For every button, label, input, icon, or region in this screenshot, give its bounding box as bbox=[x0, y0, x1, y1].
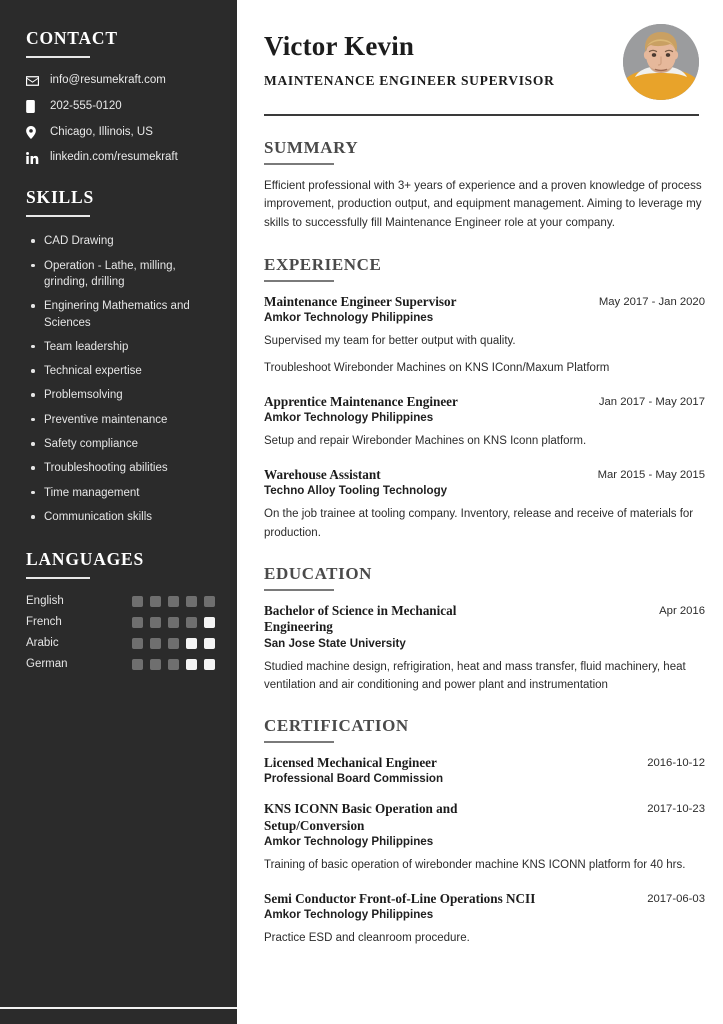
entry-organization: Amkor Technology Philippines bbox=[264, 908, 434, 922]
entry-organization: Professional Board Commission bbox=[264, 772, 444, 786]
entry-date: Mar 2015 - May 2015 bbox=[597, 468, 705, 481]
level-square-filled bbox=[150, 659, 161, 670]
job-title: MAINTENANCE ENGINEER SUPERVISOR bbox=[264, 72, 555, 88]
level-square-empty bbox=[204, 659, 215, 670]
skills-heading-rule bbox=[26, 215, 90, 217]
entry-date: 2016-10-12 bbox=[647, 756, 705, 769]
skills-heading: SKILLS bbox=[26, 187, 95, 208]
level-square-filled bbox=[150, 596, 161, 607]
entry-title: Warehouse Assistant bbox=[264, 466, 381, 482]
entry-title: Licensed Mechanical Engineer bbox=[264, 754, 437, 770]
level-square-filled bbox=[132, 659, 143, 670]
entry-description: Training of basic operation of wirebonder machine KNS ICONN platform for 40 hrs. bbox=[264, 859, 686, 872]
certification-heading: CERTIFICATION bbox=[264, 716, 409, 736]
entry-header bbox=[264, 467, 705, 484]
contact-linkedin-text: linkedin.com/resumekraft bbox=[50, 151, 178, 164]
entry-title: Apprentice Maintenance Engineer bbox=[264, 393, 458, 409]
experience-heading-rule bbox=[264, 280, 334, 282]
language-row bbox=[26, 637, 215, 649]
entry-date: 2017-10-23 bbox=[647, 803, 705, 816]
level-square-filled bbox=[168, 659, 179, 670]
contact-phone-text: 202-555-0120 bbox=[50, 99, 122, 112]
entry-title: Bachelor of Science in Mechanical Engineering bbox=[264, 602, 457, 635]
certification-entry bbox=[264, 755, 705, 786]
linkedin-icon bbox=[26, 152, 43, 164]
skill-item: Communication skills bbox=[26, 509, 215, 525]
level-square-empty bbox=[204, 617, 215, 628]
skill-item: Safety compliance bbox=[26, 436, 215, 452]
level-square-filled bbox=[132, 596, 143, 607]
skill-item: Problemsolving bbox=[26, 387, 215, 403]
entry-date: 2017-06-03 bbox=[647, 892, 705, 905]
entry-description: Setup and repair Wirebonder Machines on KNS Iconn platform. bbox=[264, 435, 587, 448]
entry-description: Supervised my team for better output with quality. bbox=[264, 335, 516, 348]
education-entry bbox=[264, 603, 705, 695]
entry-organization: Amkor Technology Philippines bbox=[264, 835, 434, 849]
level-square-filled bbox=[186, 596, 197, 607]
level-square-filled bbox=[168, 596, 179, 607]
skill-item: Troubleshooting abilities bbox=[26, 460, 215, 476]
level-square-filled bbox=[168, 617, 179, 628]
education-heading: EDUCATION bbox=[264, 563, 373, 583]
education-section bbox=[264, 564, 705, 694]
language-name: German bbox=[26, 658, 68, 671]
level-square-filled bbox=[204, 596, 215, 607]
skill-item: Time management bbox=[26, 485, 215, 501]
level-square-filled bbox=[132, 638, 143, 649]
resume-header bbox=[264, 22, 705, 100]
summary-heading: SUMMARY bbox=[264, 138, 359, 157]
contact-item-linkedin[interactable] bbox=[26, 151, 215, 165]
certification-section bbox=[264, 716, 705, 947]
mobile-phone-icon bbox=[26, 100, 43, 113]
skill-item: CAD Drawing bbox=[26, 233, 215, 249]
contact-location-text: Chicago, Illinois, US bbox=[50, 125, 153, 138]
certification-entry bbox=[264, 891, 705, 948]
entry-header bbox=[264, 801, 705, 834]
language-level-meter bbox=[132, 659, 215, 670]
languages-heading: LANGUAGES bbox=[26, 549, 145, 570]
experience-section bbox=[264, 255, 705, 542]
entry-description: On the job trainee at tooling company. Inventory, release and receive of materials for production. bbox=[264, 508, 694, 539]
language-row bbox=[26, 595, 215, 607]
entry-description: Studied machine design, refrigiration, heat and mass transfer, fluid machinery, heat ventilation and air conditioning and power plant and instrumentation bbox=[264, 660, 686, 691]
level-square-empty bbox=[186, 638, 197, 649]
entry-header bbox=[264, 603, 705, 636]
main-content bbox=[237, 0, 723, 1024]
level-square-filled bbox=[150, 617, 161, 628]
entry-description: Troubleshoot Wirebonder Machines on KNS IConn/Maxum Platform bbox=[264, 362, 610, 375]
contact-item-phone[interactable] bbox=[26, 100, 215, 114]
summary-heading-rule bbox=[264, 163, 334, 165]
level-square-filled bbox=[150, 638, 161, 649]
skill-item: Enginering Mathematics and Sciences bbox=[26, 298, 215, 331]
contact-item-location[interactable] bbox=[26, 126, 215, 140]
language-level-meter bbox=[132, 617, 215, 628]
page-break-line bbox=[0, 1007, 237, 1009]
sidebar bbox=[0, 0, 237, 1024]
location-pin-icon bbox=[26, 126, 43, 139]
skill-item: Technical expertise bbox=[26, 363, 215, 379]
entry-header bbox=[264, 891, 705, 908]
entry-header bbox=[264, 294, 705, 311]
language-name: French bbox=[26, 616, 62, 629]
entry-organization: Amkor Technology Philippines bbox=[264, 411, 434, 425]
entry-date: Jan 2017 - May 2017 bbox=[598, 395, 705, 408]
level-square-filled bbox=[132, 617, 143, 628]
contact-heading: CONTACT bbox=[26, 28, 118, 48]
languages-list bbox=[26, 595, 215, 670]
experience-entry bbox=[264, 467, 705, 542]
language-row bbox=[26, 616, 215, 628]
experience-entry bbox=[264, 394, 705, 451]
languages-heading-rule bbox=[26, 577, 90, 579]
languages-section bbox=[26, 549, 215, 670]
entry-description: Practice ESD and cleanroom procedure. bbox=[264, 932, 470, 945]
experience-heading: EXPERIENCE bbox=[264, 254, 382, 274]
language-name: Arabic bbox=[26, 637, 59, 650]
skill-item: Operation - Lathe, milling, grinding, drilling bbox=[26, 258, 215, 291]
language-row bbox=[26, 658, 215, 670]
language-level-meter bbox=[132, 596, 215, 607]
entry-organization: Amkor Technology Philippines bbox=[264, 311, 434, 325]
skills-list bbox=[26, 233, 215, 525]
contact-heading-rule bbox=[26, 56, 90, 58]
contact-list bbox=[26, 74, 215, 165]
contact-item-email[interactable] bbox=[26, 74, 215, 88]
entry-title: Maintenance Engineer Supervisor bbox=[264, 293, 457, 309]
entry-date: May 2017 - Jan 2020 bbox=[598, 295, 705, 308]
avatar bbox=[623, 24, 699, 100]
envelope-icon bbox=[26, 76, 43, 86]
level-square-empty bbox=[186, 659, 197, 670]
header-divider bbox=[264, 114, 699, 116]
certification-heading-rule bbox=[264, 741, 334, 743]
header-text-group bbox=[264, 22, 555, 89]
entry-organization: Techno Alloy Tooling Technology bbox=[264, 484, 448, 498]
contact-section bbox=[26, 28, 215, 165]
entry-header bbox=[264, 394, 705, 411]
education-heading-rule bbox=[264, 589, 334, 591]
profile-photo-illustration bbox=[623, 24, 699, 100]
entry-title: Semi Conductor Front-of-Line Operations NCII bbox=[264, 890, 536, 906]
page-title: Victor Kevin bbox=[264, 31, 415, 61]
skill-item: Preventive maintenance bbox=[26, 412, 215, 428]
language-level-meter bbox=[132, 638, 215, 649]
skill-item: Team leadership bbox=[26, 339, 215, 355]
language-name: English bbox=[26, 595, 64, 608]
level-square-empty bbox=[204, 638, 215, 649]
experience-entry bbox=[264, 294, 705, 378]
entry-organization: San Jose State University bbox=[264, 636, 406, 650]
level-square-filled bbox=[168, 638, 179, 649]
entry-date: Apr 2016 bbox=[659, 604, 705, 617]
certification-entry bbox=[264, 801, 705, 874]
contact-email-text: info@resumekraft.com bbox=[50, 74, 166, 86]
entry-title: KNS ICONN Basic Operation and Setup/Conversion bbox=[264, 801, 458, 833]
entry-header bbox=[264, 755, 705, 772]
summary-section bbox=[264, 138, 705, 233]
skills-section bbox=[26, 187, 215, 525]
level-square-filled bbox=[186, 617, 197, 628]
summary-text: Efficient professional with 3+ years of experience and a proven knowledge of process improvement, production output, and equipment management. Aiming to leverage my skills to successfully fill Maintenance Engineer role at your company. bbox=[264, 178, 702, 230]
